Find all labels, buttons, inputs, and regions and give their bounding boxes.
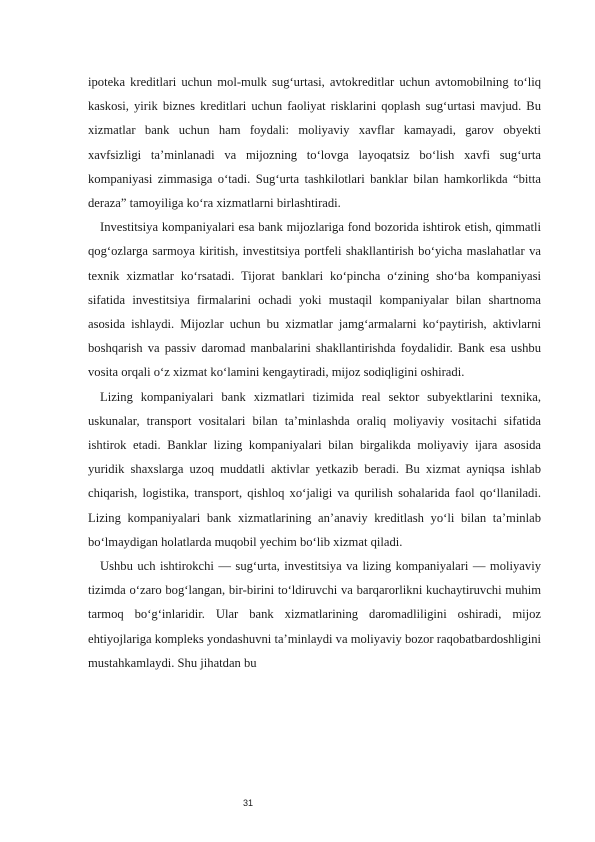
- page-number: 31: [243, 798, 254, 808]
- paragraph-leasing-companies: Lizing kompaniyalari bank xizmatlari tizimida real sektor subyektlarini texnika, uskunalar, transport vositalari bilan ta’minlashda oraliq moliyaviy vositachi sifatida ishtirok etadi. Banklar lizing kompaniyalari bilan birgalikda moliyaviy ijara asosida yuridik shaxslarga uzoq muddatli aktivlar yetkazib beradi. Bu xizmat ayniqsa ishlab chiqarish, logistika, transport, qishloq xo‘jaligi va qurilish sohalarida faol qo‘llaniladi. Lizing kompaniyalari bank xizmatlarining an’anaviy kreditlash yo‘li bilan ta’minlab bo‘lmaydigan holatlarda muqobil yechim bo‘lib xizmat qiladi.: [88, 389, 541, 549]
- paragraph-insurance-continued: ipoteka kreditlari uchun mol-mulk sug‘urtasi, avtokreditlar uchun avtomobilning to‘liq kaskosi, yirik biznes kreditlari uchun faoliyat risklarini qoplash sug‘urtasi mavjud. Bu xizmatlar bank uchun ham foydali: moliyaviy xavflar kamayadi, garov obyekti xavfsizligi ta’minlanadi va mijozning to‘lovga layoqatsiz bo‘lish xavfi sug‘urta kompaniyasi zimmasiga o‘tadi. Sug‘urta tashkilotlari banklar bilan hamkorlikda “bitta deraza” tamoyiliga ko‘ra xizmatlarni birlashtiradi.: [88, 75, 541, 211]
- paragraph-investment-companies: Investitsiya kompaniyalari esa bank mijozlariga fond bozorida ishtirok etish, qimmatli qog‘ozlarga sarmoya kiritish, investitsiya portfeli shakllantirish bo‘yicha maslahatlar va texnik xizmatlar ko‘rsatadi. Tijorat banklari ko‘pincha o‘zining sho‘ba kompaniyasi sifatida investitsiya firmalarini ochadi yoki mustaqil kompaniyalar bilan shartnoma asosida ishlaydi. Mijozlar uchun bu xizmatlar jamg‘armalarni ko‘paytirish, aktivlarni boshqarish va passiv daromad manbalarini shakllantirishda foydalidir. Bank esa ushbu vosita orqali o‘z xizmat ko‘lamini kengaytiradi, mijoz sodiqligini oshiradi.: [88, 220, 541, 380]
- body-text: [88, 70, 541, 675]
- paragraph-conclusion: Ushbu uch ishtirokchi — sug‘urta, investitsiya va lizing kompaniyalari — moliyaviy tizimda o‘zaro bog‘langan, bir-birini to‘ldiruvchi va barqarorlikni kuchaytiruvchi muhim tarmoq bo‘g‘inlaridir. Ular bank xizmatlarining daromadliligini oshiradi, mijoz ehtiyojlariga kompleks yondashuvni ta’minlaydi va moliyaviy bozor raqobatbardoshligini mustahkamlaydi. Shu jihatdan bu: [88, 559, 541, 670]
